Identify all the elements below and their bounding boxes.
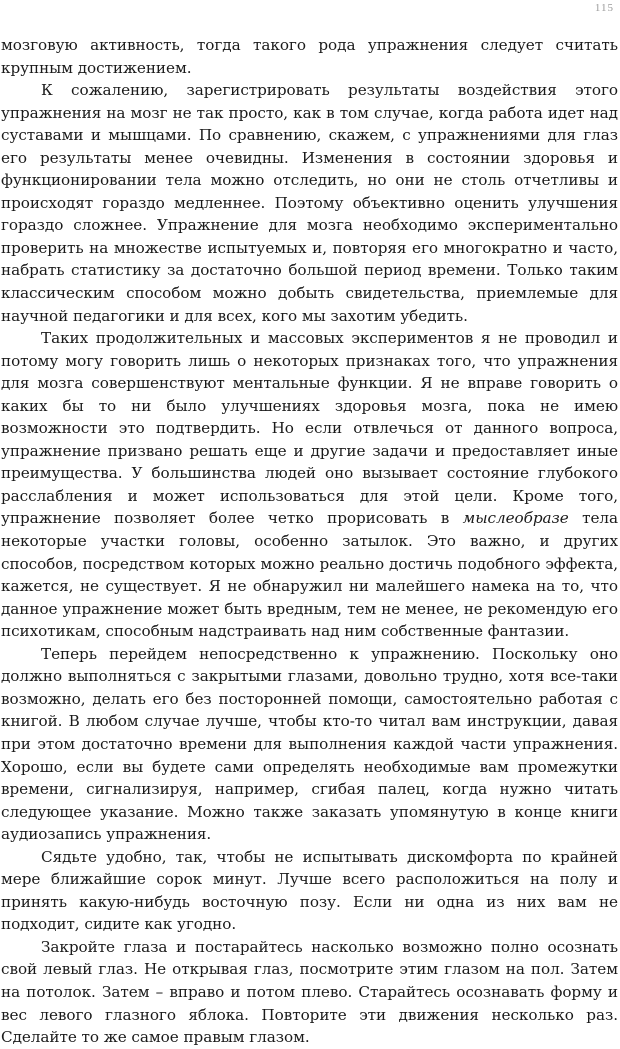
page-body (1, 34, 618, 1049)
paragraph-5: Сядьте удобно, так, чтобы не испытывать дискомфорта по крайней мере ближайшие сорок минут. Лучше всего расположиться на полу и принять какую-нибудь восточную позу. Если ни одна из них вам не подходит, сидите как угодно. (1, 847, 618, 934)
paragraph-3-text-after: тела некоторые участки головы, особенно затылок. Это важно, и других способов, посредством которых можно реально достичь подобного эффекта, кажется, не существует. Я не обнаружил ни малейшего намека на то, что данное упражнение может быть вредным, тем не менее, не рекомендую его психотикам, способным надстраивать над ним собственные фантазии. (1, 509, 618, 641)
paragraph-3-text-before: Таких продолжительных и массовых экспериментов я не проводил и потому могу говорить лишь о некоторых признаках того, что упражнения для мозга совершенствуют ментальные функции. Я не вправе говорить о каких бы то ни было улучшениях здоровья мозга, пока не имею возможности это подтвердить. Но если отвлечься от данного вопроса, упражнение призвано решать еще и другие задачи и предоставляет иные преимущества. У большинства людей оно вызывает состояние глубокого расслабления и может использоваться для этой цели. Кроме того, упражнение позволяет более четко прорисовать в (1, 329, 618, 528)
paragraph-4: Теперь перейдем непосредственно к упражнению. Поскольку оно должно выполняться с закрытыми глазами, довольно трудно, хотя все-таки возможно, делать его без посторонней помощи, самостоятельно работая с книгой. В любом случае лучше, чтобы кто-то читал вам инструкции, давая при этом достаточно времени для выполнения каждой части упражнения. Хорошо, если вы будете сами определять необходимые вам промежутки времени, сигнализируя, например, сгибая палец, когда нужно читать следующее указание. Можно также заказать упомянутую в конце книги аудиозапись упражнения. (1, 644, 618, 844)
paragraph-2: К сожалению, зарегистрировать результаты воздействия этого упражнения на мозг не так просто, как в том случае, когда работа идет над суставами и мышцами. По сравнению, скажем, с упражнениями для глаз его результаты менее очевидны. Изменения в состоянии здоровья и функционировании тела можно отследить, но они не столь отчетливы и происходят гораздо медленнее. Поэтому объективно оценить улучшения гораздо сложнее. Упражнение для мозга необходимо экспериментально проверить на множестве испытуемых и, повторяя его многократно и часто, набрать статистику за достаточно большой период времени. Только таким классическим способом можно добыть свидетельства, приемлемые для научной педагогики и для всех, кого мы захотим убедить. (1, 81, 618, 325)
paragraph-3 (1, 327, 618, 643)
paragraph-1: мозговую активность, тогда такого рода упражнения следует считать крупным достижением. (1, 36, 618, 77)
paragraph-3-emphasis: мыслеобразе (462, 509, 569, 528)
paragraph-6: Закройте глаза и постарайтесь насколько возможно полно осознать свой левый глаз. Не открывая глаз, посмотрите этим глазом на пол. Затем на потолок. Затем – вправо и потом плево. Старайтесь осознавать форму и вес левого глазного яблока. Повторите эти движения несколько раз. Сделайте то же самое правым глазом. (1, 937, 618, 1047)
page-number: 115 (594, 2, 614, 14)
